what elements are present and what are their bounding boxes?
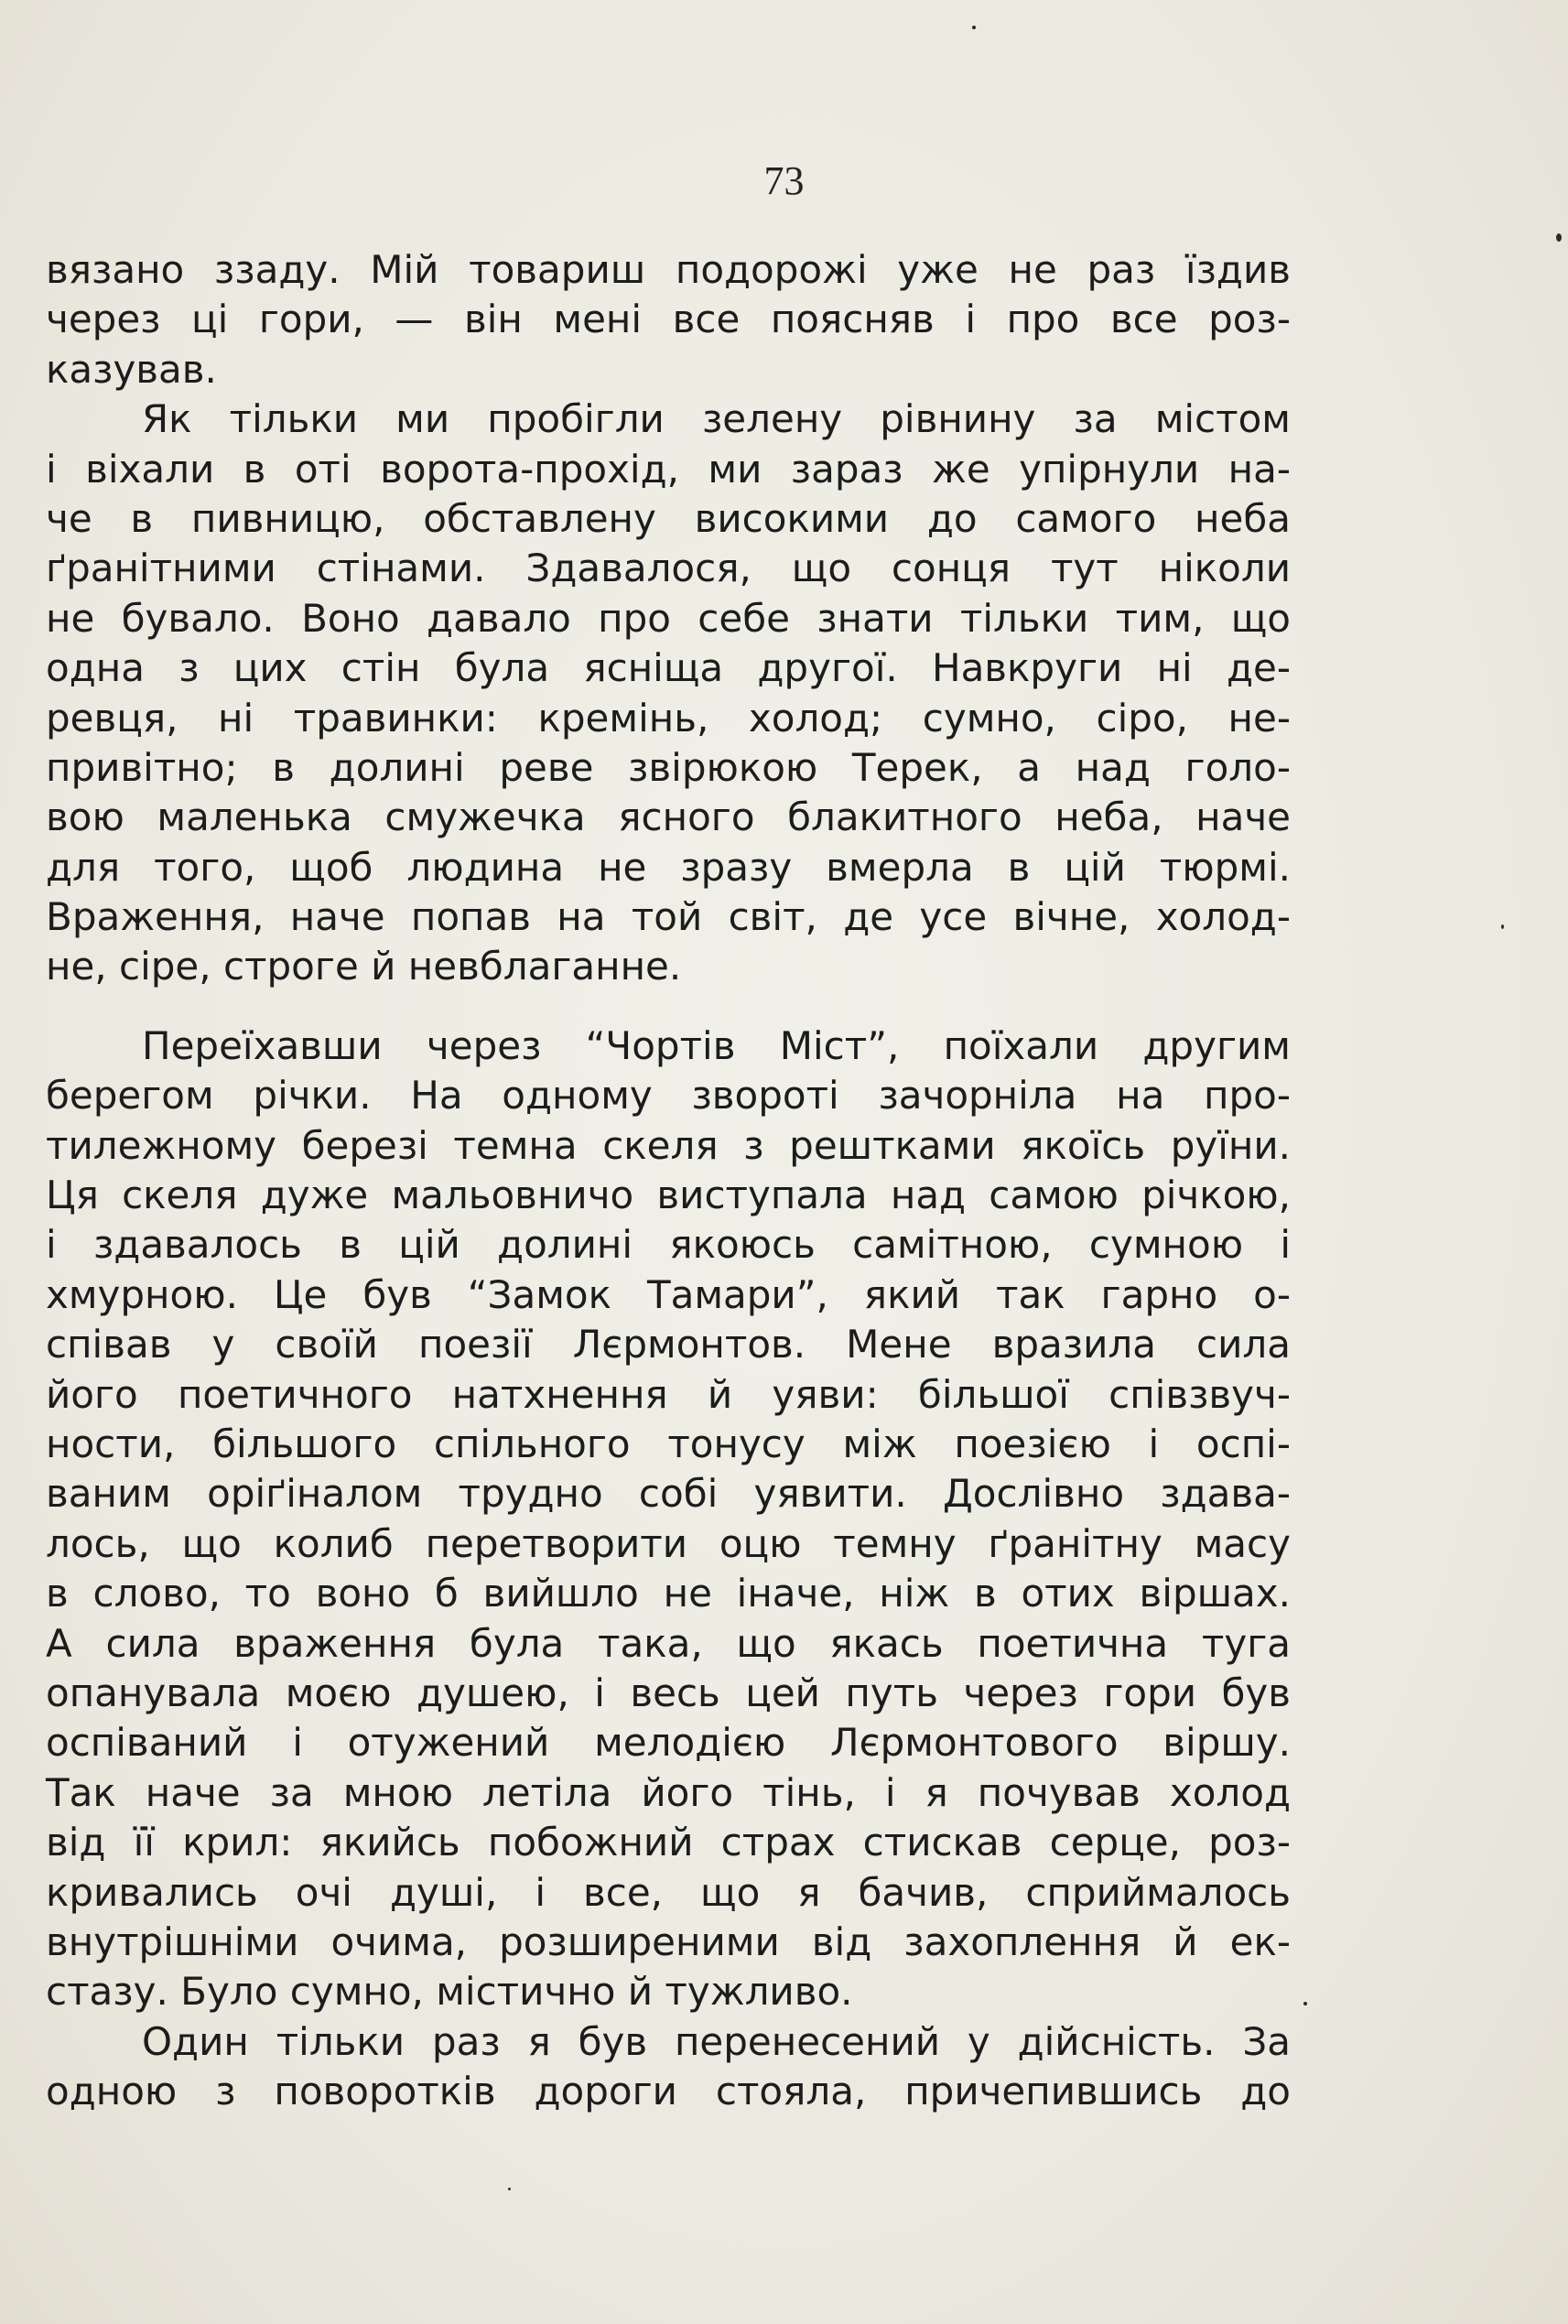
text-line: вязано ззаду. Мій товариш подорожі уже не раз їздив [46, 247, 1291, 292]
text-line: ваним оріґіналом трудно собі уявити. Дослівно здава- [46, 1471, 1291, 1517]
text-line: не бувало. Воно давало про себе знати тільки тим, що [46, 595, 1291, 641]
text-line: через ці гори, — він мені все поясняв і про все роз- [46, 297, 1291, 342]
paper-speck [1501, 924, 1504, 929]
text-line: берегом річки. На одному звороті зачорніла на про- [46, 1073, 1291, 1119]
text-line: одна з цих стін була ясніща другої. Навкруги ні де- [46, 645, 1291, 691]
text-line: ґранітними стінами. Здавалося, що сонця тут ніколи [46, 546, 1291, 591]
text-line: стазу. Було сумно, містично й тужливо. [46, 1969, 853, 2015]
paper-speck [508, 2188, 511, 2190]
text-line: і віхали в оті ворота-прохід, ми зараз же упірнули на- [46, 446, 1291, 492]
text-line: привітно; в долині реве звірюкою Терек, а над голо- [46, 744, 1291, 790]
text-line: оспіваний і отужений мелодією Лєрмонтового віршу. [46, 1720, 1291, 1766]
paper-speck [1556, 233, 1562, 242]
text-line: в слово, то воно б вийшло не іначе, ніж в отих віршах. [46, 1571, 1291, 1616]
text-line: для того, щоб людина не зразу вмерла в цій тюрмі. [46, 844, 1291, 890]
text-line: че в пивницю, обставлену високими до самого неба [46, 495, 1291, 541]
text-line: співав у своїй поезії Лєрмонтов. Мене вразила сила [46, 1322, 1291, 1367]
paragraph [46, 395, 1291, 992]
paragraph [46, 245, 1291, 395]
text-line: Ця скеля дуже мальовничо виступала над самою річкою, [46, 1173, 1291, 1218]
body-text [46, 245, 1291, 2116]
text-line: одною з поворотків дороги стояла, причепившись до [46, 2069, 1291, 2114]
text-line: Враження, наче попав на той світ, де усе вічне, холод- [46, 894, 1291, 940]
text-line: кривались очі душі, і все, що я бачив, сприймалось [46, 1869, 1291, 1915]
text-line: А сила враження була така, що якась поетична туга [46, 1620, 1291, 1666]
text-line: його поетичного натхнення й уяви: більшої співзвуч- [46, 1371, 1291, 1417]
text-line: і здавалось в цій долині якоюсь самітною, сумною і [46, 1222, 1291, 1268]
text-line: ревця, ні травинки: кремінь, холод; сумно, сіро, не- [46, 695, 1291, 740]
paragraph-spacer [46, 992, 1291, 1021]
text-line: не, сіре, строге й невблаганне. [46, 944, 682, 989]
text-line: Як тільки ми пробігли зелену рівнину за містом [142, 396, 1291, 442]
text-line: тилежному березі темна скеля з рештками якоїсь руїни. [46, 1122, 1291, 1168]
text-line: вою маленька смужечка ясного блакитного неба, наче [46, 794, 1291, 840]
text-line: внутрішніми очима, розширеними від захоплення й ек- [46, 1919, 1291, 1964]
paragraph [46, 2017, 1291, 2117]
text-line: опанувала моєю душею, і весь цей путь через гори був [46, 1670, 1291, 1715]
text-line: Так наче за мною летіла його тінь, і я почував холод [46, 1769, 1291, 1815]
text-line: Один тільки раз я був перенесений у дійсність. За [142, 2018, 1291, 2064]
text-line: ности, більшого спільного тонусу між поезією і оспі- [46, 1421, 1291, 1466]
paragraph [46, 1021, 1291, 2017]
paper-speck [1303, 2002, 1307, 2005]
text-line: від її крил: якийсь побожний страх стискав серце, роз- [46, 1820, 1291, 1865]
text-line: казував. [46, 346, 217, 392]
page-number: 73 [763, 158, 805, 203]
text-line: хмурною. Це був “Замок Тамари”, який так гарно о- [46, 1271, 1291, 1317]
text-line: Переїхавши через “Чортів Міст”, поїхали другим [142, 1022, 1291, 1068]
paper-speck [972, 26, 976, 29]
text-line: лось, що колиб перетворити оцю темну ґранітну масу [46, 1520, 1291, 1566]
